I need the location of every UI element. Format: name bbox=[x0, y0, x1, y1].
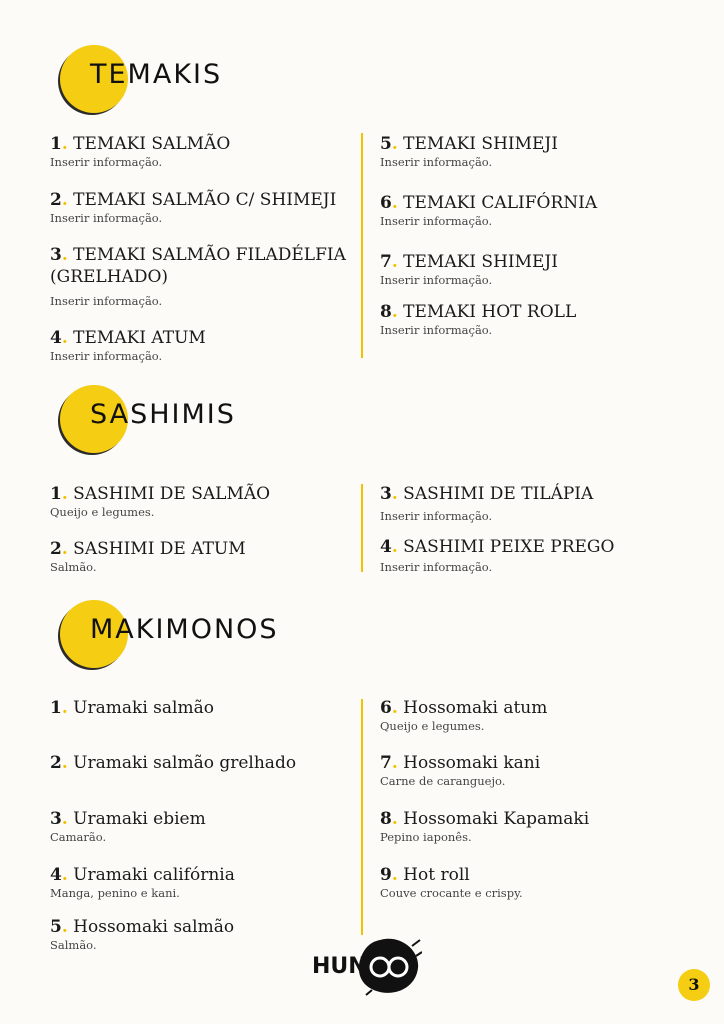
menu-item: 3. SASHIMI DE TILÁPIA Inserir informação. bbox=[380, 483, 710, 523]
item-description: Carne de caranguejo. bbox=[380, 774, 506, 788]
menu-item: 3. TEMAKI SALMÃO FILADÉLFIA (GRELHADO) Inserir informação. bbox=[50, 244, 380, 308]
section-title: TEMAKIS bbox=[90, 59, 223, 90]
item-description: Inserir informação. bbox=[380, 214, 493, 228]
menu-item: 5. Hossomaki salmão Salmão. bbox=[50, 916, 380, 952]
item-description: Inserir informação. bbox=[50, 211, 163, 225]
item-name: SASHIMI DE ATUM bbox=[73, 539, 246, 559]
menu-item: 7. TEMAKI SHIMEJI Inserir informação. bbox=[380, 251, 710, 287]
column-divider bbox=[361, 699, 363, 935]
item-description: Inserir informação. bbox=[50, 155, 163, 169]
menu-item: 1. TEMAKI SALMÃO Inserir informação. bbox=[50, 133, 380, 169]
section-header-makimonos bbox=[60, 600, 360, 670]
item-description: Inserir informação. bbox=[380, 155, 493, 169]
item-name: TEMAKI SALMÃO bbox=[73, 134, 231, 154]
menu-item: 3. Uramaki ebiem Camarão. bbox=[50, 808, 380, 844]
menu-item: 8. TEMAKI HOT ROLL Inserir informação. bbox=[380, 301, 710, 337]
item-name: Uramaki salmão grelhado bbox=[73, 753, 297, 773]
page-number-badge: 3 bbox=[678, 969, 710, 1001]
menu-item: 4. TEMAKI ATUM Inserir informação. bbox=[50, 327, 380, 363]
item-description: Inserir informação. bbox=[380, 509, 493, 523]
menu-item: 7. Hossomaki kani Carne de caranguejo. bbox=[380, 752, 710, 788]
item-name: SASHIMI PEIXE PREGO bbox=[403, 537, 615, 557]
item-description: Inserir informação. bbox=[380, 323, 493, 337]
item-description: Camarão. bbox=[50, 830, 107, 844]
menu-item: 6. TEMAKI CALIFÓRNIA Inserir informação. bbox=[380, 192, 710, 228]
section-header-temakis bbox=[60, 45, 360, 115]
item-description: Inserir informação. bbox=[380, 560, 493, 574]
section-header-sashimis bbox=[60, 385, 360, 455]
item-description: Salmão. bbox=[50, 560, 97, 574]
item-name: Hot roll bbox=[403, 865, 470, 885]
item-name: TEMAKI CALIFÓRNIA bbox=[403, 193, 598, 213]
item-name: Uramaki salmão bbox=[73, 698, 214, 718]
item-name: Hossomaki kani bbox=[403, 753, 541, 773]
menu-item: 8. Hossomaki Kapamaki Pepino iaponês. bbox=[380, 808, 710, 844]
column-divider bbox=[361, 133, 363, 358]
item-name: Uramaki califórnia bbox=[73, 865, 235, 885]
menu-item: 6. Hossomaki atum Queijo e legumes. bbox=[380, 697, 710, 733]
menu-item: 2. TEMAKI SALMÃO C/ SHIMEJI Inserir informação. bbox=[50, 189, 380, 225]
item-name: SASHIMI DE SALMÃO bbox=[73, 484, 271, 504]
item-description: Salmão. bbox=[50, 938, 97, 952]
item-name: Hossomaki atum bbox=[403, 698, 548, 718]
item-name: TEMAKI SALMÃO FILADÉLFIA (GRELHADO) bbox=[50, 245, 346, 287]
menu-item: 9. Hot roll Couve crocante e crispy. bbox=[380, 864, 710, 900]
item-description: Queijo e legumes. bbox=[50, 505, 155, 519]
section-title: SASHIMIS bbox=[90, 399, 236, 430]
menu-item: 5. TEMAKI SHIMEJI Inserir informação. bbox=[380, 133, 710, 169]
item-description: Manga, penino e kani. bbox=[50, 886, 180, 900]
item-description: Couve crocante e crispy. bbox=[380, 886, 523, 900]
item-name: TEMAKI SALMÃO C/ SHIMEJI bbox=[73, 190, 337, 210]
logo-prefix: HUN bbox=[312, 954, 367, 979]
item-description: Pepino iaponês. bbox=[380, 830, 472, 844]
menu-item: 4. Uramaki califórnia Manga, penino e kani. bbox=[50, 864, 380, 900]
item-name: SASHIMI DE TILÁPIA bbox=[403, 484, 594, 504]
item-description: Inserir informação. bbox=[380, 273, 493, 287]
column-divider bbox=[361, 484, 363, 572]
brand-logo bbox=[312, 936, 422, 996]
item-name: TEMAKI SHIMEJI bbox=[403, 252, 558, 272]
item-name: TEMAKI HOT ROLL bbox=[403, 302, 577, 322]
menu-item: 4. SASHIMI PEIXE PREGO Inserir informação. bbox=[380, 536, 710, 574]
menu-item: 2. Uramaki salmão grelhado bbox=[50, 753, 297, 773]
item-name: Hossomaki Kapamaki bbox=[403, 809, 590, 829]
item-description: Inserir informação. bbox=[50, 294, 163, 308]
item-description: Inserir informação. bbox=[50, 349, 163, 363]
item-description: Queijo e legumes. bbox=[380, 719, 485, 733]
section-title: MAKIMONOS bbox=[90, 614, 279, 645]
menu-item: 1. Uramaki salmão bbox=[50, 698, 214, 718]
item-name: Hossomaki salmão bbox=[73, 917, 235, 937]
menu-item: 2. SASHIMI DE ATUM Salmão. bbox=[50, 538, 380, 574]
item-name: TEMAKI ATUM bbox=[73, 328, 206, 348]
menu-item: 1. SASHIMI DE SALMÃO Queijo e legumes. bbox=[50, 483, 380, 519]
item-name: TEMAKI SHIMEJI bbox=[403, 134, 558, 154]
item-name: Uramaki ebiem bbox=[73, 809, 206, 829]
